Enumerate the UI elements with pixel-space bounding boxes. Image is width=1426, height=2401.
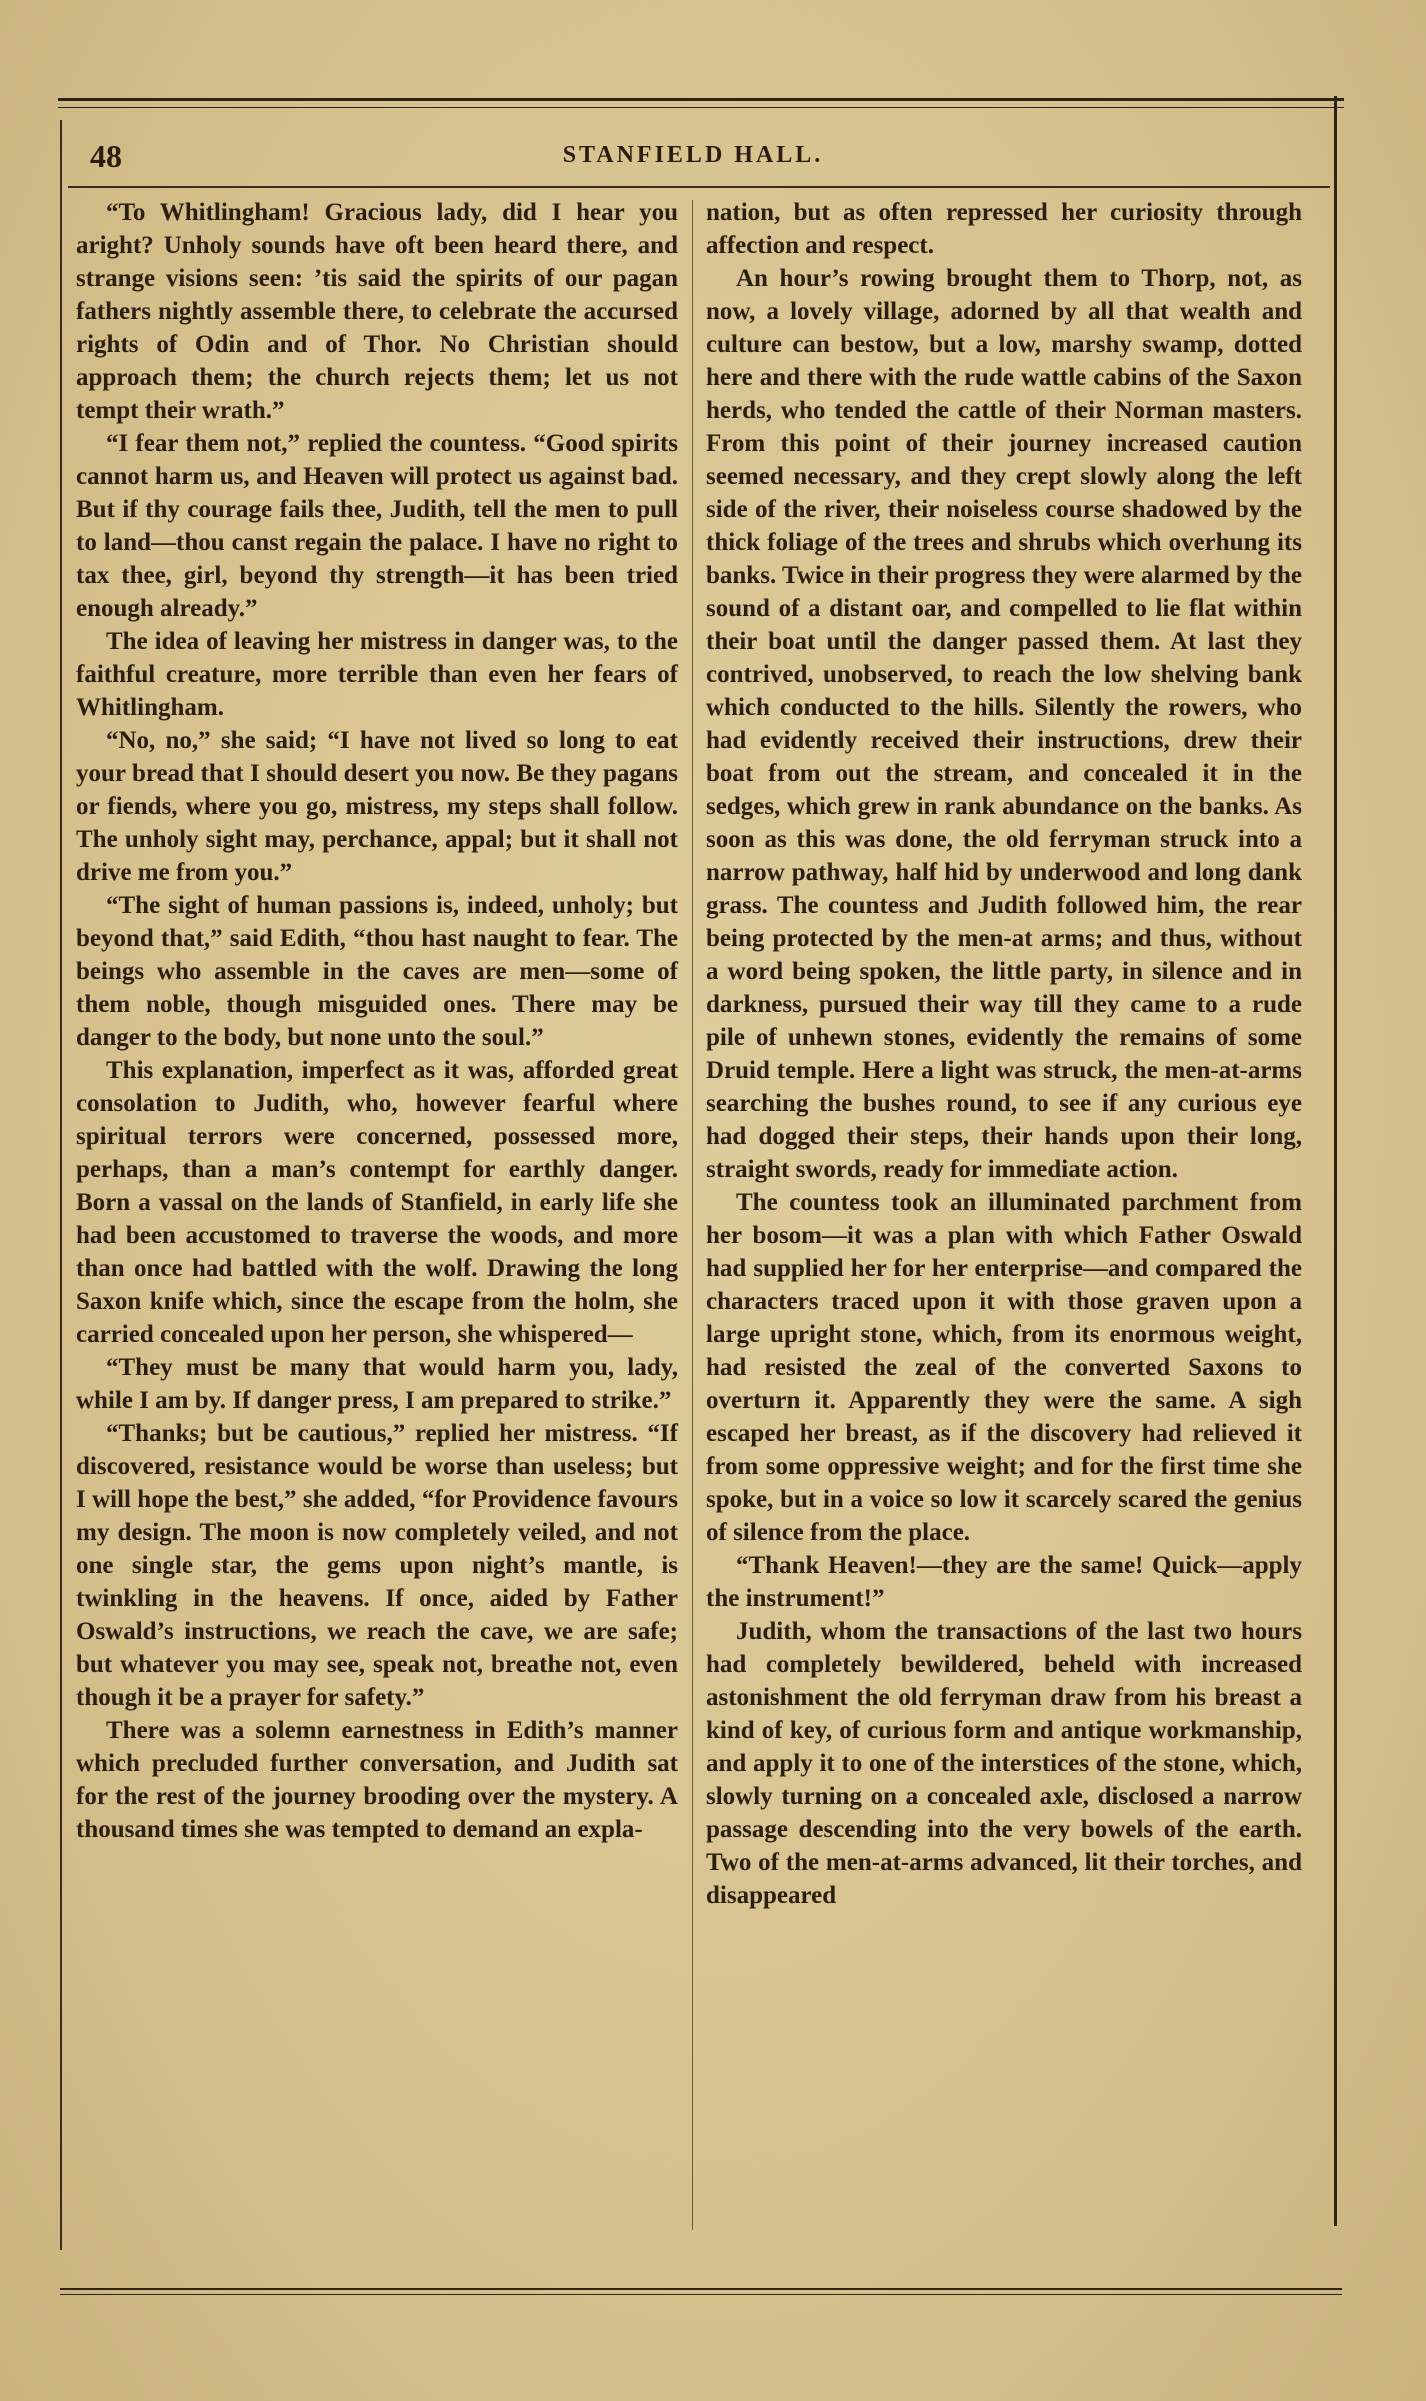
page-number: 48 <box>90 138 122 174</box>
page-header <box>68 132 1318 180</box>
column-divider <box>692 200 693 2230</box>
running-title: STANFIELD HALL. <box>562 142 824 168</box>
paragraph: “I fear them not,” replied the countess. “Good spirits cannot harm us, and Heaven will protect us against bad. But if thy courage fails thee, Judith, tell the men to pull to land—thou canst regain the palace. I have no right to tax thee, girl, beyond thy strength—it has been tried enough already.” <box>76 430 678 622</box>
paragraph: “The sight of human passions is, indeed, unholy; but beyond that,” said Edith, “thou hast naught to fear. The beings who assemble in the caves are men—some of them noble, though misguided ones. There may be danger to the body, but none unto the soul.” <box>76 892 678 1051</box>
paragraph: An hour’s rowing brought them to Thorp, not, as now, a lovely village, adorned by all that wealth and culture can bestow, but a low, marshy swamp, dotted here and there with the rude wattle cabins of the Saxon herds, who tended the cattle of their Norman masters. From this point of their journey increased caution seemed necessary, and they crept slowly along the left side of the river, their noiseless course shadowed by the thick foliage of the trees and shrubs which overhung its banks. Twice in their progress they were alarmed by the sound of a distant oar, and compelled to lie flat within their boat until the danger passed them. At last they contrived, unobserved, to reach the low shelving bank which conducted to the hills. Silently the rowers, who had evidently received their instructions, drew their boat from out the stream, and concealed it in the sedges, which grew in rank abundance on the banks. As soon as this was done, the old ferryman struck into a narrow pathway, half hid by underwood and long dank grass. The countess and Judith followed him, the rear being protected by the men-at arms; and thus, without a word being spoken, the little party, in silence and in darkness, pursued their way till they came to a rude pile of unhewn stones, evidently the remains of some Druid temple. Here a light was struck, the men-at-arms searching the bushes round, to see if any curious eye had dogged their steps, their hands upon their long, straight swords, ready for immediate action. <box>706 265 1302 1183</box>
right-column <box>706 196 1302 2236</box>
paragraph: This explanation, imperfect as it was, afforded great consolation to Judith, who, however fearful where spiritual terrors were concerned, possessed more, perhaps, than a man’s contempt for earthly danger. Born a vassal on the lands of Stanfield, in early life she had been accustomed to traverse the woods, and more than once had battled with the wolf. Drawing the long Saxon knife which, since the escape from the holm, she carried concealed upon her person, she whispered— <box>76 1057 678 1348</box>
left-border-rule <box>60 120 65 2250</box>
right-border-rule <box>1334 96 1342 2226</box>
paragraph: “No, no,” she said; “I have not lived so long to eat your bread that I should desert you now. Be they pagans or fiends, where you go, mistress, my steps shall follow. The unholy sight may, perchance, appal; but it shall not drive me from you.” <box>76 727 678 886</box>
top-border-rule <box>58 98 1344 108</box>
paragraph: “They must be many that would harm you, lady, while I am by. If danger press, I am prepared to strike.” <box>76 1354 678 1414</box>
paragraph: “To Whitlingham! Gracious lady, did I hear you aright? Unholy sounds have oft been heard there, and strange visions seen: ’tis said the spirits of our pagan fathers nightly assemble there, to celebrate the accursed rights of Odin and of Thor. No Christian should approach them; the church rejects them; let us not tempt their wrath.” <box>76 199 678 424</box>
paragraph: “Thank Heaven!—they are the same! Quick—apply the instrument!” <box>706 1552 1302 1612</box>
header-rule <box>68 186 1330 188</box>
paragraph: Judith, whom the transactions of the last two hours had completely bewildered, beheld with increased astonishment the old ferryman draw from his breast a kind of key, of curious form and antique workmanship, and apply it to one of the interstices of the stone, which, slowly turning on a concealed axle, disclosed a narrow passage descending into the very bowels of the earth. Two of the men-at-arms advanced, lit their torches, and disappeared <box>706 1618 1302 1909</box>
paragraph: The idea of leaving her mistress in danger was, to the faithful creature, more terrible than even her fears of Whitlingham. <box>76 628 678 721</box>
left-column <box>76 196 678 2236</box>
paragraph: The countess took an illuminated parchment from her bosom—it was a plan with which Father Oswald had supplied her for her enterprise—and compared the characters traced upon it with those graven upon a large upright stone, which, from its enormous weight, had resisted the zeal of the converted Saxons to overturn it. Apparently they were the same. A sigh escaped her breast, as if the discovery had relieved it from some oppressive weight; and for the first time she spoke, but in a voice so low it scarcely scared the genius of silence from the place. <box>706 1189 1302 1546</box>
paragraph: “Thanks; but be cautious,” replied her mistress. “If discovered, resistance would be worse than useless; but I will hope the best,” she added, “for Providence favours my design. The moon is now completely veiled, and not one single star, the gems upon night’s mantle, is twinkling in the heavens. If once, aided by Father Oswald’s instructions, we reach the cave, we are safe; but whatever you may see, speak not, breathe not, even though it be a prayer for safety.” <box>76 1420 678 1711</box>
bottom-border-rule <box>60 2288 1342 2295</box>
paragraph: There was a solemn earnestness in Edith’s manner which precluded further conversation, and Judith sat for the rest of the journey brooding over the mystery. A thousand times she was tempted to demand an expla- <box>76 1717 678 1843</box>
paragraph: nation, but as often repressed her curiosity through affection and respect. <box>706 199 1302 259</box>
